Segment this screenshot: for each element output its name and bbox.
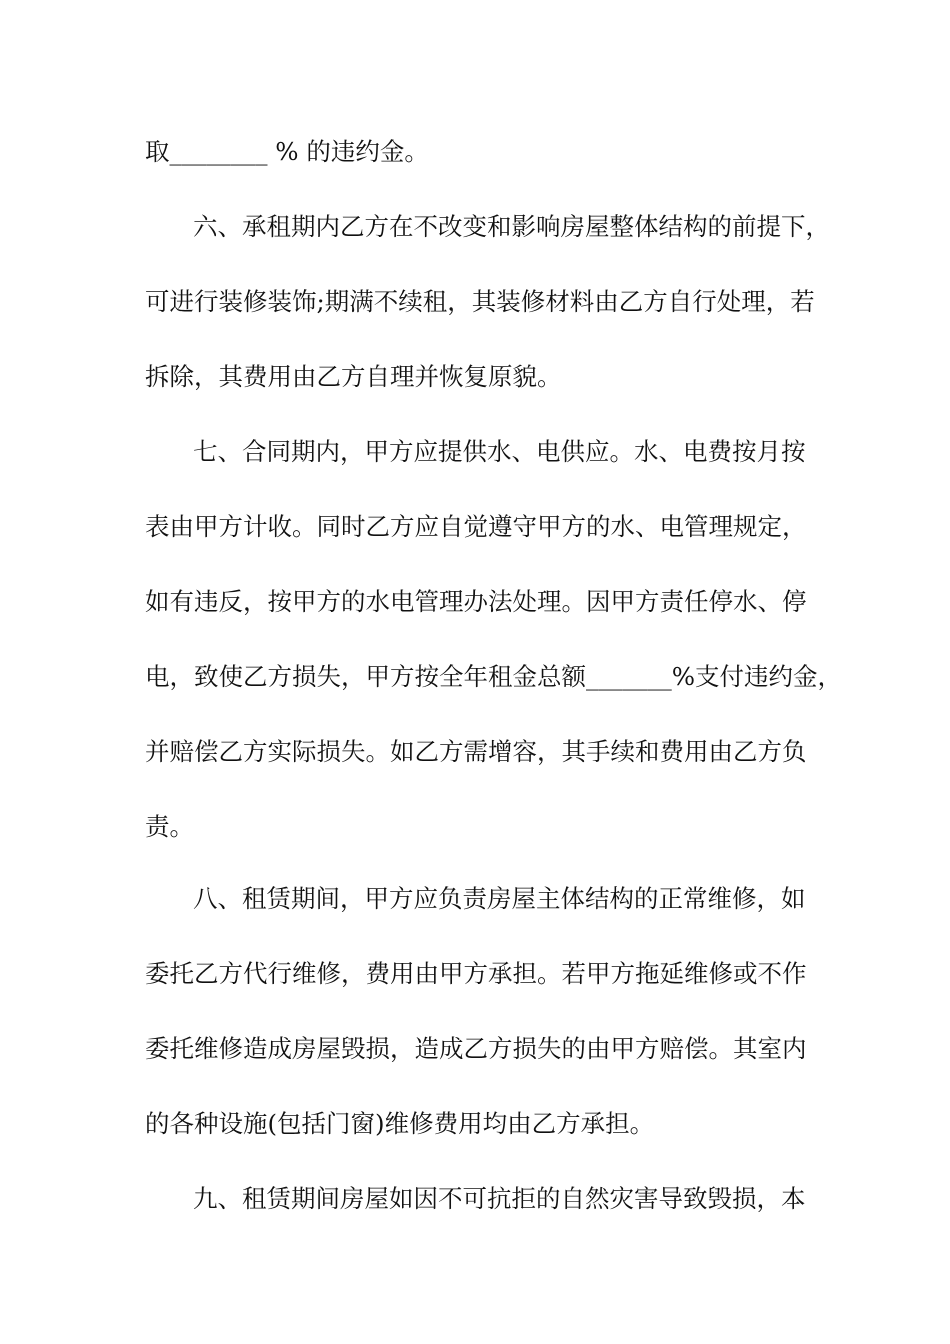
clause-6-line: 六、承租期内乙方在不改变和影响房屋整体结构的前提下， (193, 212, 830, 241)
text-line: 可进行装修装饰;期满不续租，其装修材料由乙方自行处理，若 (145, 287, 815, 316)
clause-8-line: 八、租赁期间，甲方应负责房屋主体结构的正常维修，如 (193, 884, 806, 913)
text-line: 表由甲方计收。同时乙方应自觉遵守甲方的水、电管理规定， (145, 512, 807, 541)
text-line: 并赔偿乙方实际损失。如乙方需增容，其手续和费用由乙方负 (145, 737, 807, 766)
clause-7-line: 七、合同期内，甲方应提供水、电供应。水、电费按月按 (193, 437, 806, 466)
clause-9-line: 九、租赁期间房屋如因不可抗拒的自然灾害导致毁损，本 (193, 1184, 806, 1213)
text-line: 委托维修造成房屋毁损，造成乙方损失的由甲方赔偿。其室内 (145, 1034, 807, 1063)
text-line: 拆除，其费用由乙方自理并恢复原貌。 (145, 362, 562, 391)
text-line: 如有违反，按甲方的水电管理办法处理。因甲方责任停水、停 (145, 587, 807, 616)
text-line: 的各种设施(包括门窗)维修费用均由乙方承担。 (145, 1109, 655, 1138)
text-line: 责。 (145, 812, 194, 841)
text-line: 电，致使乙方损失，甲方按全年租金总额_______%支付违约金， (145, 662, 843, 691)
text-line: 委托乙方代行维修，费用由甲方承担。若甲方拖延维修或不作 (145, 959, 807, 988)
text-line: 取________ % 的违约金。 (145, 137, 429, 166)
